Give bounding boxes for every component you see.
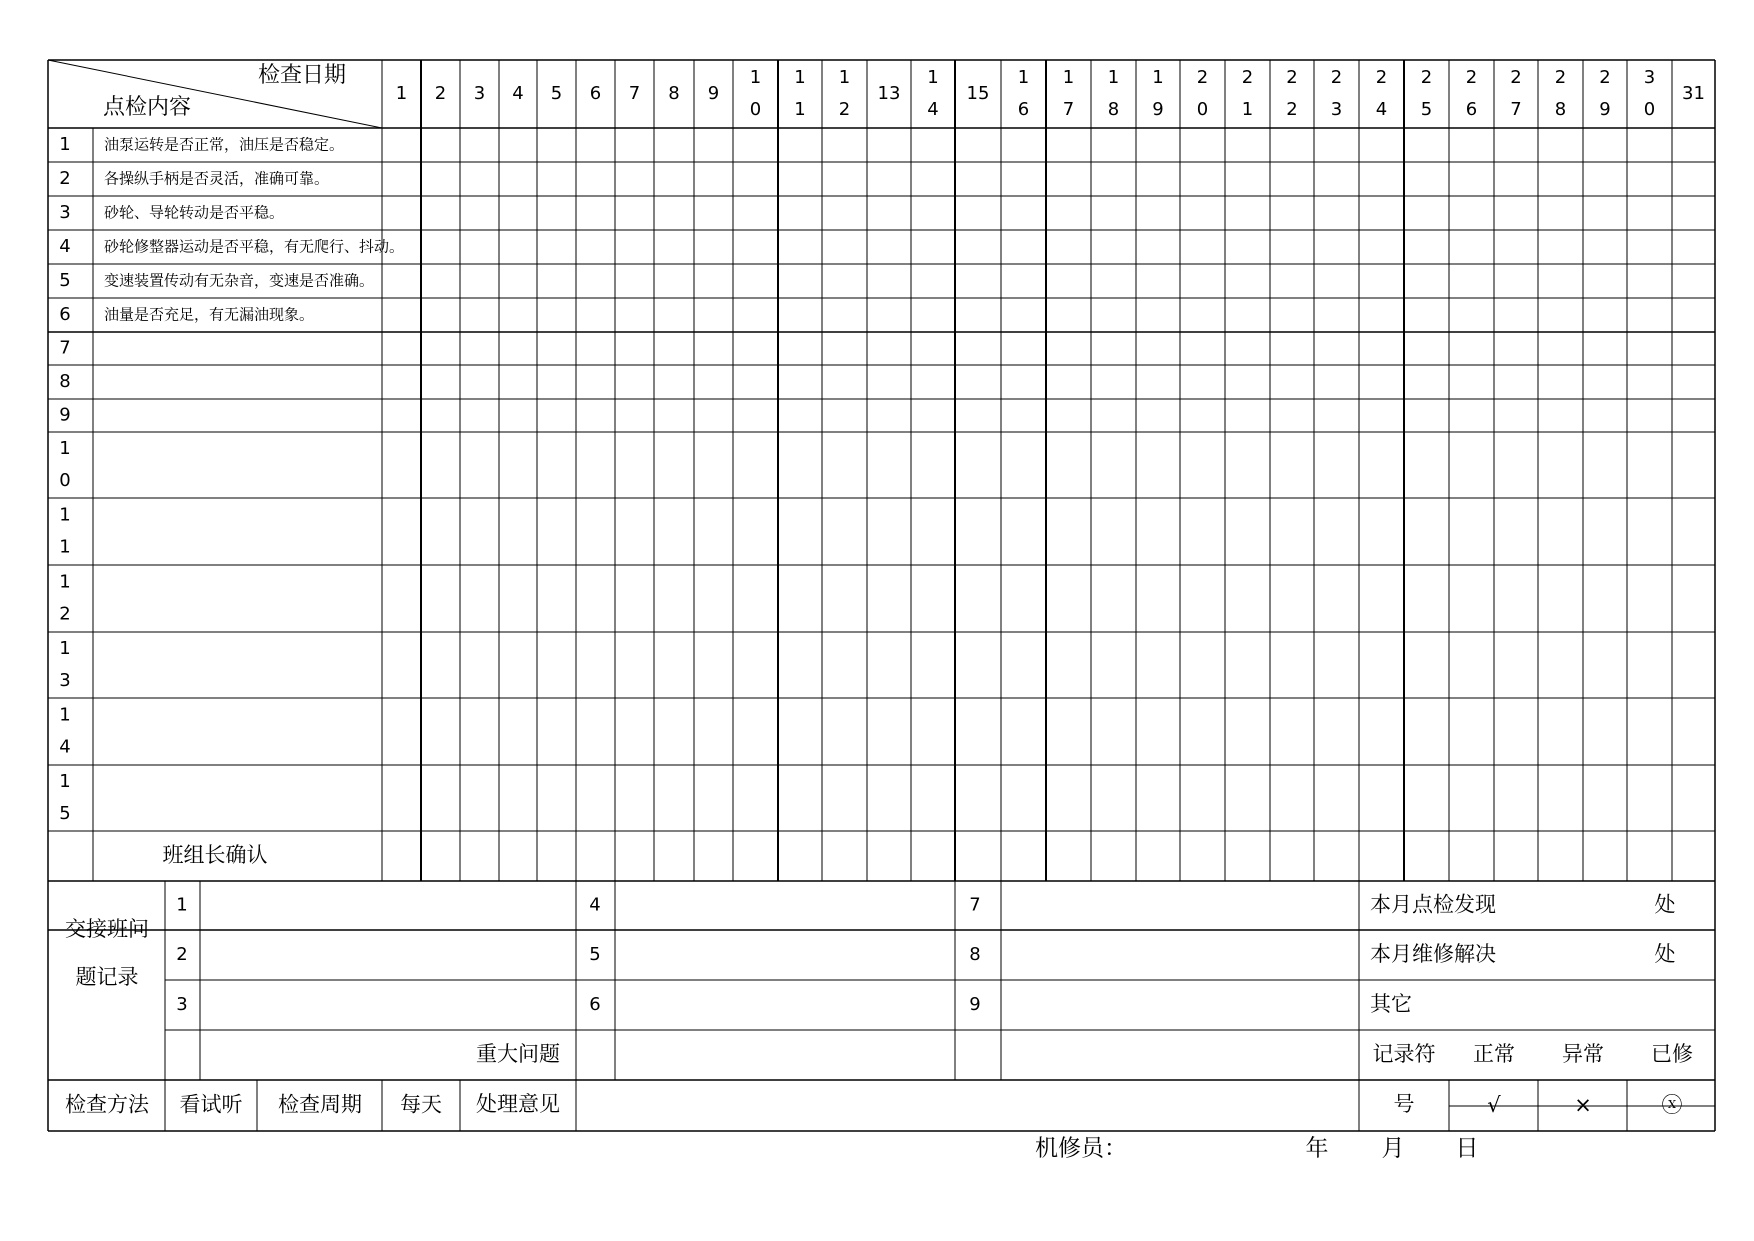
item-number: 5 [59,270,71,291]
symbol-mark: √ [1487,1093,1501,1117]
handover-number: 9 [969,994,981,1015]
handover-number: 6 [589,994,601,1015]
item-number: 1 [59,638,71,659]
day-header-label: 31 [1682,83,1705,104]
day-header-label: 7 [1510,99,1522,120]
day-header-label: 3 [1330,99,1343,120]
handover-number: 2 [176,944,188,965]
handover-number: 3 [176,994,188,1015]
day-header-label: 2 [1510,67,1522,88]
day-header-label: 3 [473,83,486,104]
leader-confirm-label: 班组长确认 [162,843,268,867]
item-number: 1 [59,438,71,459]
item-number: 6 [59,304,71,325]
day-header-label: 8 [668,83,680,104]
day-header-label: 1 [1017,67,1030,88]
day-header-label: 6 [589,83,602,104]
day-header-label: 8 [1554,99,1567,120]
day-header-label: 13 [877,83,901,104]
handover-number: 1 [176,894,188,916]
item-number: 4 [59,236,71,257]
day-header-label: 7 [1062,99,1075,120]
day-header-label: 2 [1554,67,1567,88]
major-issue-label: 重大问题 [476,1042,560,1066]
day-header-label: 1 [395,83,408,104]
item-number: 1 [59,771,71,792]
item-number: 2 [59,168,71,189]
item-number: 1 [59,504,71,526]
method-value: 看试听 [179,1092,243,1117]
method-label: 检查方法 [65,1092,149,1117]
item-content: 变速装置传动有无杂音，变速是否准确。 [104,271,375,290]
day-header-label: 2 [1465,67,1478,88]
day-header-label: 4 [512,83,524,104]
item-number: 2 [59,603,71,625]
day-header-label: 3 [1643,67,1656,88]
day-header-label: 9 [1152,99,1164,120]
handover-label: 题记录 [75,965,139,989]
handover-number: 4 [589,894,601,916]
item-number: 5 [59,803,71,824]
item-number: 4 [59,736,71,758]
day-header-label: 0 [1643,99,1656,120]
day-header-label: 2 [434,83,447,104]
day-header-label: 2 [1599,67,1611,88]
day-header-label: 7 [628,83,641,104]
day-header-label: 1 [927,67,939,88]
symbol-mark: ⓧ [1661,1093,1683,1117]
day-header-label: 6 [1465,99,1478,120]
day-header-label: 1 [1241,99,1254,120]
mechanic-label: 机修员： [1035,1135,1127,1162]
day-header-label: 1 [749,67,762,88]
summary-unit: 处 [1654,942,1676,966]
item-number: 0 [59,470,71,491]
summary-unit: 处 [1654,892,1676,917]
item-number: 8 [59,371,71,392]
day-header-label: 1 [1062,67,1075,88]
item-content: 砂轮修整器运动是否平稳，有无爬行、抖动。 [104,237,405,256]
day-header-label: 1 [838,67,851,88]
day-header-label: 15 [966,83,990,104]
item-number: 1 [59,704,71,726]
date-header-label: 检查日期 [257,63,347,88]
symbol-name: 异常 [1562,1042,1604,1066]
day-header-label: 0 [749,99,762,120]
record-symbol-label: 号 [1393,1092,1415,1116]
cycle-label: 检查周期 [278,1092,362,1117]
day-header-label: 1 [794,99,806,120]
day-header-label: 2 [1241,67,1254,88]
day-header-label: 1 [794,67,806,88]
item-number: 3 [59,202,71,223]
table-grid-lines [48,60,1715,1131]
day-header-label: 6 [1017,99,1030,120]
day-header-label: 9 [1599,99,1611,120]
symbol-name: 正常 [1473,1042,1515,1066]
day-header-label: 8 [1107,99,1120,120]
day-header-label: 2 [1286,67,1298,88]
handover-number: 5 [589,944,601,965]
item-content: 砂轮、导轮转动是否平稳。 [104,203,285,222]
item-number: 9 [59,404,71,426]
summary-label: 其它 [1370,992,1412,1016]
day-header-label: 2 [1196,67,1209,88]
summary-label: 本月维修解决 [1370,942,1496,966]
handover-number: 8 [969,944,981,965]
item-number: 1 [59,571,71,593]
footer-day: 日 [1455,1135,1479,1162]
handover-number: 7 [969,894,981,916]
item-number: 1 [59,536,71,558]
summary-label: 本月点检发现 [1370,892,1496,917]
content-header-label: 点检内容 [102,95,192,120]
footer-month: 月 [1381,1135,1405,1162]
day-header-label: 2 [1330,67,1343,88]
item-content: 油量是否充足，有无漏油现象。 [104,305,315,324]
cycle-value: 每天 [400,1092,442,1117]
item-number: 3 [59,670,71,691]
day-header-label: 5 [550,83,563,104]
major-issue-label: 处理意见 [476,1092,560,1116]
symbol-mark: × [1574,1093,1592,1117]
item-content: 油泵运转是否正常，油压是否稳定。 [104,135,345,154]
day-header-label: 2 [838,99,851,120]
item-number: 1 [59,134,71,155]
day-header-label: 9 [707,83,720,104]
day-header-label: 1 [1107,67,1120,88]
item-content: 各操纵手柄是否灵活，准确可靠。 [104,169,330,188]
day-header-label: 4 [927,99,939,120]
day-header-label: 2 [1375,67,1388,88]
table-text [59,63,1705,1162]
day-header-label: 0 [1196,99,1209,120]
day-header-label: 5 [1420,99,1433,120]
item-number: 7 [59,337,71,359]
handover-label: 交接班问 [65,917,149,941]
record-symbol-label: 记录符 [1372,1042,1436,1066]
footer-year: 年 [1305,1135,1329,1162]
day-header-label: 2 [1286,99,1298,120]
day-header-label: 2 [1420,67,1433,88]
symbol-name: 已修 [1651,1042,1693,1066]
day-header-label: 1 [1152,67,1164,88]
day-header-label: 4 [1375,99,1388,120]
